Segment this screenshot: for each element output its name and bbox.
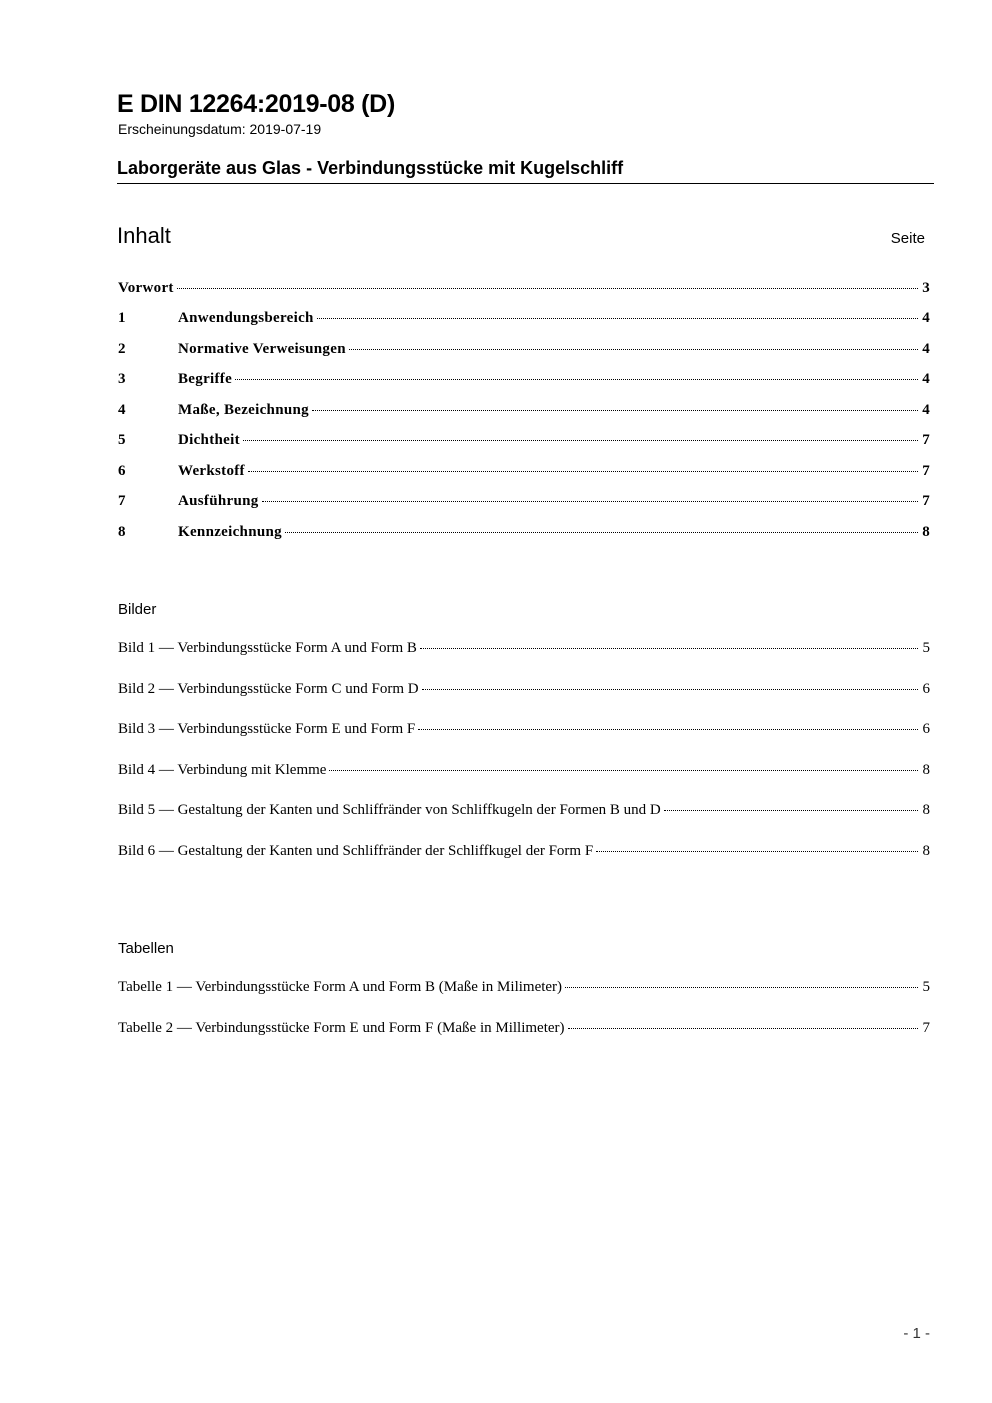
toc-entry-number: 7 [118, 493, 126, 509]
toc-leader-dots [596, 851, 918, 852]
toc-entry-number: 6 [118, 463, 126, 479]
toc-leader-dots [177, 288, 918, 289]
figure-entry-page: 8 [922, 802, 930, 818]
toc-entry-section[interactable] [118, 493, 930, 515]
toc-entry-number: 1 [118, 310, 126, 326]
document-title: E DIN 12264:2019-08 (D) [117, 90, 395, 118]
toc-leader-dots [349, 349, 918, 350]
toc-leader-dots [262, 501, 918, 502]
toc-entry-label: Dichtheit [178, 432, 240, 448]
toc-entry-number: 2 [118, 341, 126, 357]
toc-entry-page: 4 [922, 402, 930, 418]
toc-entry-label: Vorwort [118, 280, 174, 296]
contents-heading: Inhalt [117, 223, 171, 248]
figure-entry-page: 8 [922, 762, 930, 778]
toc-entry-section[interactable] [118, 310, 930, 332]
table-entry[interactable] [118, 1020, 930, 1042]
figure-entry-label: Bild 1 — Verbindungsstücke Form A und Form B [118, 640, 417, 656]
toc-leader-dots [418, 729, 918, 730]
toc-leader-dots [312, 410, 918, 411]
toc-entry-section[interactable] [118, 463, 930, 485]
toc-leader-dots [243, 440, 918, 441]
toc-entry-section[interactable] [118, 402, 930, 424]
table-entry[interactable] [118, 979, 930, 1001]
toc-entry-number: 4 [118, 402, 126, 418]
title-divider [117, 183, 934, 184]
toc-leader-dots [664, 810, 918, 811]
toc-entry-label: Anwendungsbereich [178, 310, 314, 326]
toc-entry-label: Maße, Bezeichnung [178, 402, 309, 418]
toc-entry-page: 4 [922, 310, 930, 326]
figure-entry-label: Bild 3 — Verbindungsstücke Form E und Form F [118, 721, 416, 737]
figure-entry[interactable] [118, 802, 930, 824]
toc-entry-page: 3 [922, 280, 930, 296]
table-entry-page: 7 [922, 1020, 930, 1036]
toc-entry-label: Normative Verweisungen [178, 341, 346, 357]
toc-entry-section[interactable] [118, 341, 930, 363]
table-entry-label: Tabelle 2 — Verbindungsstücke Form E und Form F (Maße in Millimeter) [118, 1020, 565, 1036]
toc-entry-page: 7 [922, 463, 930, 479]
toc-entry-label: Ausführung [178, 493, 259, 509]
toc-leader-dots [285, 532, 918, 533]
toc-leader-dots [317, 318, 918, 319]
figure-entry[interactable] [118, 762, 930, 784]
figures-heading: Bilder [118, 601, 157, 618]
toc-entry-page: 7 [922, 432, 930, 448]
toc-leader-dots [248, 471, 918, 472]
document-subtitle: Laborgeräte aus Glas - Verbindungsstücke mit Kugelschliff [117, 158, 624, 178]
toc-leader-dots [329, 770, 918, 771]
toc-entry-page: 4 [922, 371, 930, 387]
figure-entry[interactable] [118, 843, 930, 865]
figure-entry-label: Bild 6 — Gestaltung der Kanten und Schliffränder der Schliffkugel der Form F [118, 843, 594, 859]
figure-entry[interactable] [118, 721, 930, 743]
toc-entry-page: 8 [922, 524, 930, 540]
publication-date: Erscheinungsdatum: 2019-07-19 [118, 121, 322, 137]
toc-entry-number: 5 [118, 432, 126, 448]
toc-entry-page: 7 [922, 493, 930, 509]
figure-entry-page: 6 [922, 681, 930, 697]
toc-leader-dots [568, 1028, 918, 1029]
figure-entry-label: Bild 4 — Verbindung mit Klemme [118, 762, 327, 778]
figure-entry-page: 8 [922, 843, 930, 859]
page-column-label: Seite [890, 230, 925, 247]
figure-entry[interactable] [118, 681, 930, 703]
page-number: - 1 - [903, 1325, 930, 1342]
toc-entry-number: 8 [118, 524, 126, 540]
tables-heading: Tabellen [118, 940, 174, 957]
toc-leader-dots [422, 689, 918, 690]
toc-entry-label: Kennzeichnung [178, 524, 282, 540]
toc-entry-vorwort[interactable] [118, 280, 930, 302]
table-entry-label: Tabelle 1 — Verbindungsstücke Form A und Form B (Maße in Milimeter) [118, 979, 563, 995]
toc-leader-dots [565, 987, 918, 988]
toc-leader-dots [420, 648, 918, 649]
toc-entry-number: 3 [118, 371, 126, 387]
toc-leader-dots [235, 379, 918, 380]
figure-entry-page: 5 [922, 640, 930, 656]
toc-entry-label: Werkstoff [178, 463, 245, 479]
toc-entry-section[interactable] [118, 524, 930, 546]
toc-entry-section[interactable] [118, 432, 930, 454]
toc-entry-label: Begriffe [178, 371, 233, 387]
figure-entry[interactable] [118, 640, 930, 662]
toc-entry-section[interactable] [118, 371, 930, 393]
figure-entry-label: Bild 5 — Gestaltung der Kanten und Schliffränder von Schliffkugeln der Formen B und D [118, 802, 661, 818]
table-entry-page: 5 [922, 979, 930, 995]
figure-entry-page: 6 [922, 721, 930, 737]
toc-entry-page: 4 [922, 341, 930, 357]
figure-entry-label: Bild 2 — Verbindungsstücke Form C und Form D [118, 681, 419, 697]
